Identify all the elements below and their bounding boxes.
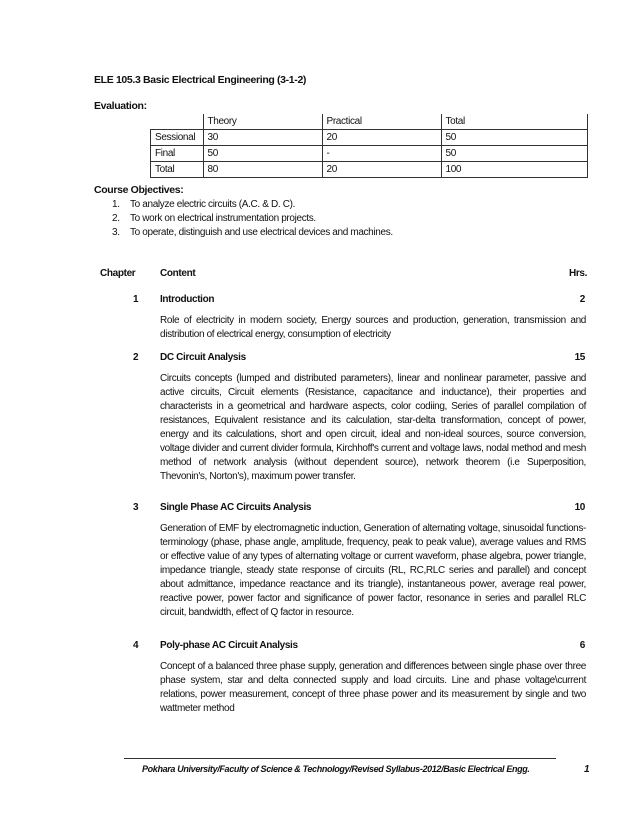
list-item-text: To work on electrical instrumentation projects.	[130, 213, 316, 224]
chapter-hours: 2	[579, 294, 585, 305]
evaluation-header-blank	[151, 114, 204, 130]
chapter-hours: 6	[579, 640, 585, 651]
column-header-chapter: Chapter	[100, 268, 136, 279]
chapter-title: Introduction	[160, 294, 215, 305]
chapter-content: Concept of a balanced three phase supply, generation and differences between single phase over three phase system, star and delta connected supply and load circuits. Line and phase voltage\current relations, power measurement, concept of three phase power and its measurement by single and two wattmeter method	[160, 661, 586, 714]
evaluation-header-row	[151, 114, 588, 130]
evaluation-row-final	[151, 146, 588, 162]
list-item-text: To analyze electric circuits (A.C. & D. C).	[130, 199, 295, 210]
table-cell: Sessional	[151, 130, 204, 146]
table-cell: 50	[203, 146, 322, 162]
column-header-hrs: Hrs.	[569, 268, 588, 279]
chapter-title: Poly-phase AC Circuit Analysis	[160, 640, 298, 651]
table-cell: Final	[151, 146, 204, 162]
objectives-label: Course Objectives:	[94, 184, 184, 196]
chapter-hours: 10	[574, 502, 585, 513]
chapter-number: 2	[133, 352, 139, 363]
chapter-content: Generation of EMF by electromagnetic induction, Generation of alternating voltage, sinusoidal functions-terminology (phase, phase angle, amplitude, frequency, peak to peak value), average values and RMS or effective value of any types of alternating voltage or current waveform, phase algebra, power triangle, impedance triangle, steady state response of circuits (RL, RC,RLC series and parallel) and concept about admittance, impedance reactance and its triangle), instantaneous power, average real power, reactive power, power factor and significance of power factor, resonance in series and parallel RLC circuit, bandwidth, effect of Q factor in resource.	[160, 523, 586, 618]
evaluation-header-theory: Theory	[203, 114, 322, 130]
list-item	[112, 226, 393, 240]
evaluation-label: Evaluation:	[94, 100, 147, 112]
page-number: 1	[584, 764, 590, 775]
list-item	[112, 212, 393, 226]
list-item-number: 1.	[112, 199, 120, 210]
chapter-content: Circuits concepts (lumped and distributed parameters), linear and nonlinear parameter, passive and active circuits, Circuit elements (Resistance, capacitance and inductance), their properties and characterists in a geometrical and hardware aspects, color codiing, Series of parallel compilation of resistances, Equivalent resistance and its calculation, star-delta transformation, concept of power, energy and its calculations, short and open circuit, ideal and non-ideal sources, source conversion, voltage divider and current divider formula, Kirchhoff's current and voltage laws, nodal method and mesh method of network analysis (without dependent source), network theorem (i.e Superposition, Thevonin's, Norton's), maximum power transfer.	[160, 373, 586, 482]
list-item-number: 2.	[112, 213, 120, 224]
evaluation-header-practical: Practical	[322, 114, 441, 130]
footer-text: Pokhara University/Faculty of Science & Technology/Revised Syllabus-2012/Basic Electrical Engg.	[142, 764, 530, 774]
table-cell: 50	[441, 130, 588, 146]
list-item	[112, 198, 393, 212]
table-cell: 30	[203, 130, 322, 146]
list-item-text: To operate, distinguish and use electrical devices and machines.	[130, 227, 393, 238]
objectives-list	[112, 198, 393, 240]
chapter-content: Role of electricity in modern society, Energy sources and production, generation, transmission and distribution of electrical energy, consumption of electricity	[160, 315, 586, 340]
chapter-number: 1	[133, 294, 139, 305]
table-cell: -	[322, 146, 441, 162]
chapter-hours: 15	[574, 352, 585, 363]
table-cell: Total	[151, 162, 204, 178]
evaluation-row-total	[151, 162, 588, 178]
evaluation-header-total: Total	[441, 114, 588, 130]
list-item-number: 3.	[112, 227, 120, 238]
column-header-content: Content	[160, 268, 196, 279]
course-title: ELE 105.3 Basic Electrical Engineering (3-1-2)	[94, 74, 307, 86]
table-cell: 80	[203, 162, 322, 178]
chapter-number: 3	[133, 502, 139, 513]
chapter-title: DC Circuit Analysis	[160, 352, 246, 363]
footer-divider	[124, 758, 556, 759]
evaluation-row-sessional	[151, 130, 588, 146]
table-cell: 20	[322, 130, 441, 146]
table-cell: 50	[441, 146, 588, 162]
table-cell: 100	[441, 162, 588, 178]
chapter-title: Single Phase AC Circuits Analysis	[160, 502, 312, 513]
table-cell: 20	[322, 162, 441, 178]
evaluation-table	[150, 114, 588, 178]
chapter-number: 4	[133, 640, 139, 651]
